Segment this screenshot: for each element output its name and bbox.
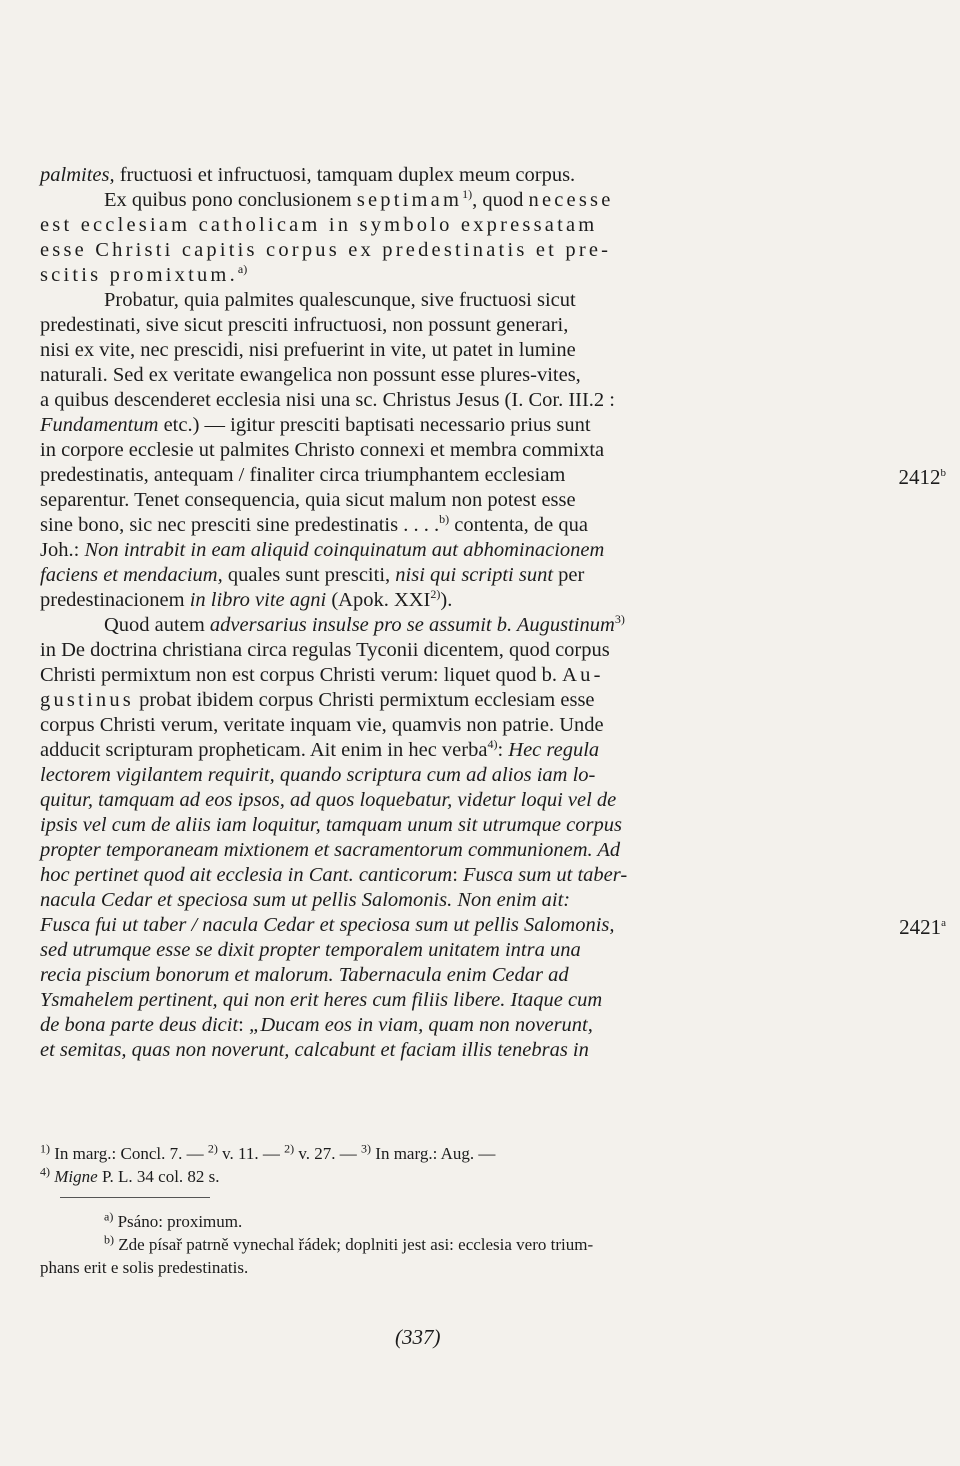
text-segment: recia piscium bonorum et malorum. Tabernacula enim Cedar ad bbox=[40, 964, 569, 986]
text-segment: septimam bbox=[356, 189, 463, 211]
margin-folio-reference: 2421$^a$ bbox=[899, 915, 946, 939]
main_text-line bbox=[40, 263, 830, 288]
text-segment: Probatur, quia palmites qualescunque, sive fructuosi sicut bbox=[104, 289, 576, 311]
note-marker: 3) bbox=[614, 612, 625, 627]
text-segment: Au- bbox=[562, 664, 604, 686]
text-segment: de bona parte deus dicit bbox=[40, 1014, 239, 1036]
text-segment: esse Christi capitis corpus ex predestinatis et pre- bbox=[40, 239, 612, 261]
text-segment: quitur, tamquam ad eos ipsos, ad quos loquebatur, videtur loqui vel de bbox=[40, 789, 617, 811]
footnotes-line bbox=[40, 1165, 840, 1188]
main_text-line bbox=[40, 563, 830, 588]
text-segment: Hec regula bbox=[508, 739, 600, 761]
text-segment: scitis promixtum. bbox=[40, 264, 238, 286]
text-segment: Joh.: bbox=[40, 539, 85, 561]
main_text-line bbox=[40, 338, 830, 363]
text-segment: gustinus bbox=[40, 689, 134, 711]
text-segment: P. L. 34 col. 82 s. bbox=[97, 1167, 220, 1186]
main_text-line bbox=[40, 463, 830, 488]
note-marker: 4) bbox=[40, 1164, 50, 1179]
main_text-line bbox=[40, 738, 830, 763]
text-segment: sed utrumque esse se dixit propter temporalem unitatem intra una bbox=[40, 939, 581, 961]
notes-line bbox=[40, 1256, 840, 1279]
note-marker: a) bbox=[104, 1209, 114, 1224]
main_text-line bbox=[40, 163, 830, 188]
text-segment: In marg.: Concl. 7. — bbox=[50, 1144, 208, 1163]
text-segment: predestinatis, antequam / finaliter circa triumphantem ecclesiam bbox=[40, 464, 566, 486]
main_text-line bbox=[40, 838, 830, 863]
main_text-line bbox=[40, 438, 830, 463]
main_text-line bbox=[40, 363, 830, 388]
text-segment: : bbox=[452, 864, 464, 886]
main_text-line bbox=[40, 713, 830, 738]
text-segment: necesse bbox=[528, 189, 614, 211]
text-segment: separentur. Tenet consequencia, quia sicut malum non potest esse bbox=[40, 489, 576, 511]
text-segment: ). bbox=[440, 589, 453, 611]
text-segment: ipsis vel cum de aliis iam loquitur, tamquam unum sit utrumque corpus bbox=[40, 814, 622, 836]
note-marker: b) bbox=[104, 1232, 114, 1247]
footnote-divider bbox=[60, 1197, 210, 1198]
text-segment: etc.) — igitur presciti baptisati necessario prius sunt bbox=[158, 414, 591, 436]
notes-line bbox=[40, 1210, 840, 1233]
text-segment: Psáno: proximum. bbox=[113, 1212, 243, 1231]
main_text-line bbox=[40, 988, 830, 1013]
footnotes-line bbox=[40, 1142, 840, 1165]
text-segment: nisi ex vite, nec prescidi, nisi prefuerint in vite, ut patet in lumine bbox=[40, 339, 576, 361]
text-segment: phans erit e solis predestinatis. bbox=[40, 1258, 249, 1277]
text-segment: per bbox=[553, 564, 585, 586]
main_text-line bbox=[40, 238, 830, 263]
text-segment: nacula Cedar et speciosa sum ut pellis Salomonis. Non enim ait: bbox=[40, 889, 571, 911]
main_text-line bbox=[40, 313, 830, 338]
text-segment: : bbox=[238, 1014, 249, 1036]
text-segment: in De doctrina christiana circa regulas Tyconii dicentem, quod corpus bbox=[40, 639, 610, 661]
note-marker: 2) bbox=[207, 1141, 218, 1156]
text-segment: , quod bbox=[472, 189, 529, 211]
main_text-line bbox=[40, 813, 830, 838]
main_text-line bbox=[40, 613, 830, 638]
text-segment: Fusca fui ut taber / nacula Cedar et speciosa sum ut pellis Salomonis, bbox=[40, 914, 615, 936]
main_text-line bbox=[40, 538, 830, 563]
margin-folio-reference: 2412$^b$ bbox=[898, 465, 946, 489]
main_text-line bbox=[40, 488, 830, 513]
text-segment: palmites, bbox=[40, 164, 115, 186]
note-marker: 4) bbox=[487, 737, 498, 752]
main_text-line bbox=[40, 188, 830, 213]
main_text-line bbox=[40, 788, 830, 813]
note-marker: 1) bbox=[462, 187, 473, 202]
text-segment: sine bono, sic nec presciti sine predestinatis . . . . bbox=[40, 514, 440, 536]
text-segment: naturali. Sed ex veritate ewangelica non possunt esse plures-vites, bbox=[40, 364, 581, 386]
footnotes bbox=[40, 1142, 840, 1188]
page-number: (337) bbox=[395, 1325, 441, 1349]
text-segment: faciens et mendacium, bbox=[40, 564, 223, 586]
note-marker: 2) bbox=[284, 1141, 295, 1156]
note-marker: a) bbox=[237, 262, 248, 277]
editorial-notes bbox=[40, 1210, 840, 1279]
text-segment: Christi permixtum non est corpus Christi verum: liquet quod b. bbox=[40, 664, 563, 686]
text-segment: v. 11. — bbox=[217, 1144, 285, 1163]
text-segment: (Apok. XXI bbox=[326, 589, 431, 611]
text-segment: propter temporaneam mixtionem et sacramentorum communionem. Ad bbox=[40, 839, 621, 861]
main_text-line bbox=[40, 588, 830, 613]
text-segment: hoc pertinet quod ait ecclesia in Cant. canticorum bbox=[40, 864, 453, 886]
main_text-line bbox=[40, 388, 830, 413]
text-segment: Quod autem bbox=[104, 614, 210, 636]
text-segment: Fusca sum ut taber- bbox=[463, 864, 628, 886]
text-segment: probat ibidem corpus Christi permixtum ecclesiam esse bbox=[133, 689, 595, 711]
main_text-line bbox=[40, 638, 830, 663]
text-segment: contenta, de qua bbox=[449, 514, 588, 536]
text-segment: est ecclesiam catholicam in symbolo expressatam bbox=[40, 214, 598, 236]
notes-line bbox=[40, 1233, 840, 1256]
main_text-line bbox=[40, 763, 830, 788]
note-marker: 2) bbox=[430, 587, 441, 602]
text-segment: predestinati, sive sicut presciti infructuosi, non possunt generari, bbox=[40, 314, 569, 336]
text-segment: adducit scripturam propheticam. Ait enim in hec verba bbox=[40, 739, 488, 761]
main_text-line bbox=[40, 963, 830, 988]
main_text-line bbox=[40, 1013, 830, 1038]
text-segment: Fundamentum bbox=[40, 414, 159, 436]
text-segment: Migne bbox=[54, 1167, 98, 1186]
text-segment: predestinacionem bbox=[40, 589, 190, 611]
note-marker: 1) bbox=[40, 1141, 50, 1156]
text-segment: a quibus descenderet ecclesia nisi una sc. Christus Jesus (I. Cor. III.2 : bbox=[40, 389, 616, 411]
text-segment: in corpore ecclesie ut palmites Christo connexi et membra commixta bbox=[40, 439, 605, 461]
text-segment: corpus Christi verum, veritate inquam vie, quamvis non patrie. Unde bbox=[40, 714, 604, 736]
text-segment: Non intrabit in eam aliquid coinquinatum aut abhominacionem bbox=[84, 539, 605, 561]
note-marker: 3) bbox=[361, 1141, 372, 1156]
main-text-block bbox=[40, 163, 830, 1063]
main_text-line bbox=[40, 1038, 830, 1063]
main_text-line bbox=[40, 288, 830, 313]
text-segment: Zde písař patrně vynechal řádek; doplniti jest asi: ecclesia vero trium- bbox=[114, 1235, 594, 1254]
text-segment: Ysmahelem pertinent, qui non erit heres cum filiis libere. Itaque cum bbox=[40, 989, 603, 1011]
main_text-line bbox=[40, 513, 830, 538]
text-segment: Ex quibus pono conclusionem bbox=[104, 189, 357, 211]
main_text-line bbox=[40, 413, 830, 438]
text-segment: fructuosi et infructuosi, tamquam duplex meum corpus. bbox=[114, 164, 576, 186]
note-marker: b) bbox=[439, 512, 450, 527]
main_text-line bbox=[40, 213, 830, 238]
text-segment: adversarius insulse pro se assumit b. Augustinum bbox=[209, 614, 615, 636]
text-segment: in libro vite agni bbox=[189, 589, 327, 611]
text-segment: „Ducam eos in viam, quam non noverunt, bbox=[248, 1014, 593, 1036]
main_text-line bbox=[40, 663, 830, 688]
main_text-line bbox=[40, 863, 830, 888]
text-segment: lectorem vigilantem requirit, quando scriptura cum ad alios iam lo- bbox=[40, 764, 596, 786]
main_text-line bbox=[40, 688, 830, 713]
text-segment: nisi qui scripti sunt bbox=[395, 564, 554, 586]
text-segment: et semitas, quas non noverunt, calcabunt et faciam illis tenebras in bbox=[40, 1039, 589, 1061]
main_text-line bbox=[40, 938, 830, 963]
main_text-line bbox=[40, 888, 830, 913]
text-segment: In marg.: Aug. — bbox=[371, 1144, 496, 1163]
text-segment: quales sunt presciti, bbox=[222, 564, 396, 586]
text-segment: : bbox=[497, 739, 509, 761]
main_text-line bbox=[40, 913, 830, 938]
text-segment: v. 27. — bbox=[294, 1144, 362, 1163]
